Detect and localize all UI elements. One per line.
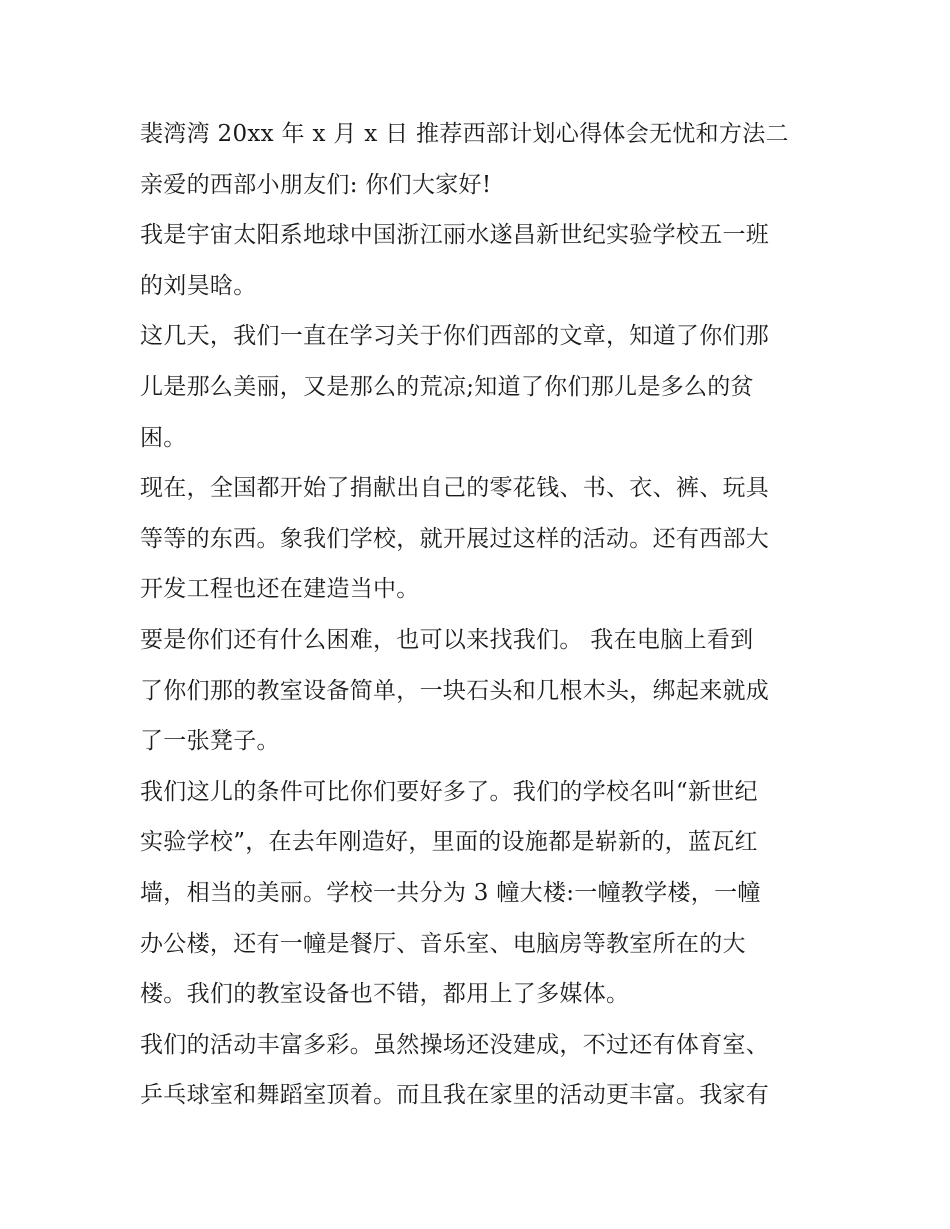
text-line: 楼。我们的教室设备也不错，都用上了多媒体。 — [140, 981, 630, 1008]
text-line: 了你们那的教室设备简单，一块石头和几根木头，绑起来就成 — [140, 677, 770, 704]
text-line: 实验学校”，在去年刚造好，里面的设施都是崭新的，蓝瓦红 — [140, 829, 758, 856]
text-line: 了一张凳子。 — [140, 728, 280, 755]
text-line: 困。 — [140, 424, 187, 451]
text-line: 开发工程也还在建造当中。 — [140, 576, 420, 603]
text-line: 等等的东西。象我们学校，就开展过这样的活动。还有西部大 — [140, 525, 770, 552]
text-line: 我是宇宙太阳系地球中国浙江丽水遂昌新世纪实验学校五一班 — [140, 222, 770, 249]
text-line: 裴湾湾 20xx 年 x 月 x 日 推荐西部计划心得体会无忧和方法二 — [140, 121, 789, 147]
text-line: 现在，全国都开始了捐献出自己的零花钱、书、衣、裤、玩具 — [140, 475, 770, 502]
text-line: 墙，相当的美丽。学校一共分为 3 幢大楼:一幢教学楼，一幢 — [140, 879, 761, 906]
text-line: 亲爱的西部小朋友们: 你们大家好! — [140, 171, 492, 198]
text-line: 我们这儿的条件可比你们要好多了。我们的学校名叫“新世纪 — [140, 778, 758, 805]
document-body — [140, 109, 820, 1121]
text-line: 要是你们还有什么困难，也可以来找我们。 我在电脑上看到 — [140, 626, 754, 653]
text-line: 我们的活动丰富多彩。虽然操场还没建成，不过还有体育室、 — [140, 1031, 770, 1058]
text-line: 办公楼，还有一幢是餐厅、音乐室、电脑房等教室所在的大 — [140, 930, 746, 957]
text-line: 儿是那么美丽，又是那么的荒凉;知道了你们那儿是多么的贫 — [140, 373, 754, 400]
text-line: 这几天，我们一直在学习关于你们西部的文章，知道了你们那 — [140, 323, 770, 350]
text-line: 的刘昊晗。 — [140, 272, 257, 299]
text-line: 乒乓球室和舞蹈室顶着。而且我在家里的活动更丰富。我家有 — [140, 1082, 770, 1109]
